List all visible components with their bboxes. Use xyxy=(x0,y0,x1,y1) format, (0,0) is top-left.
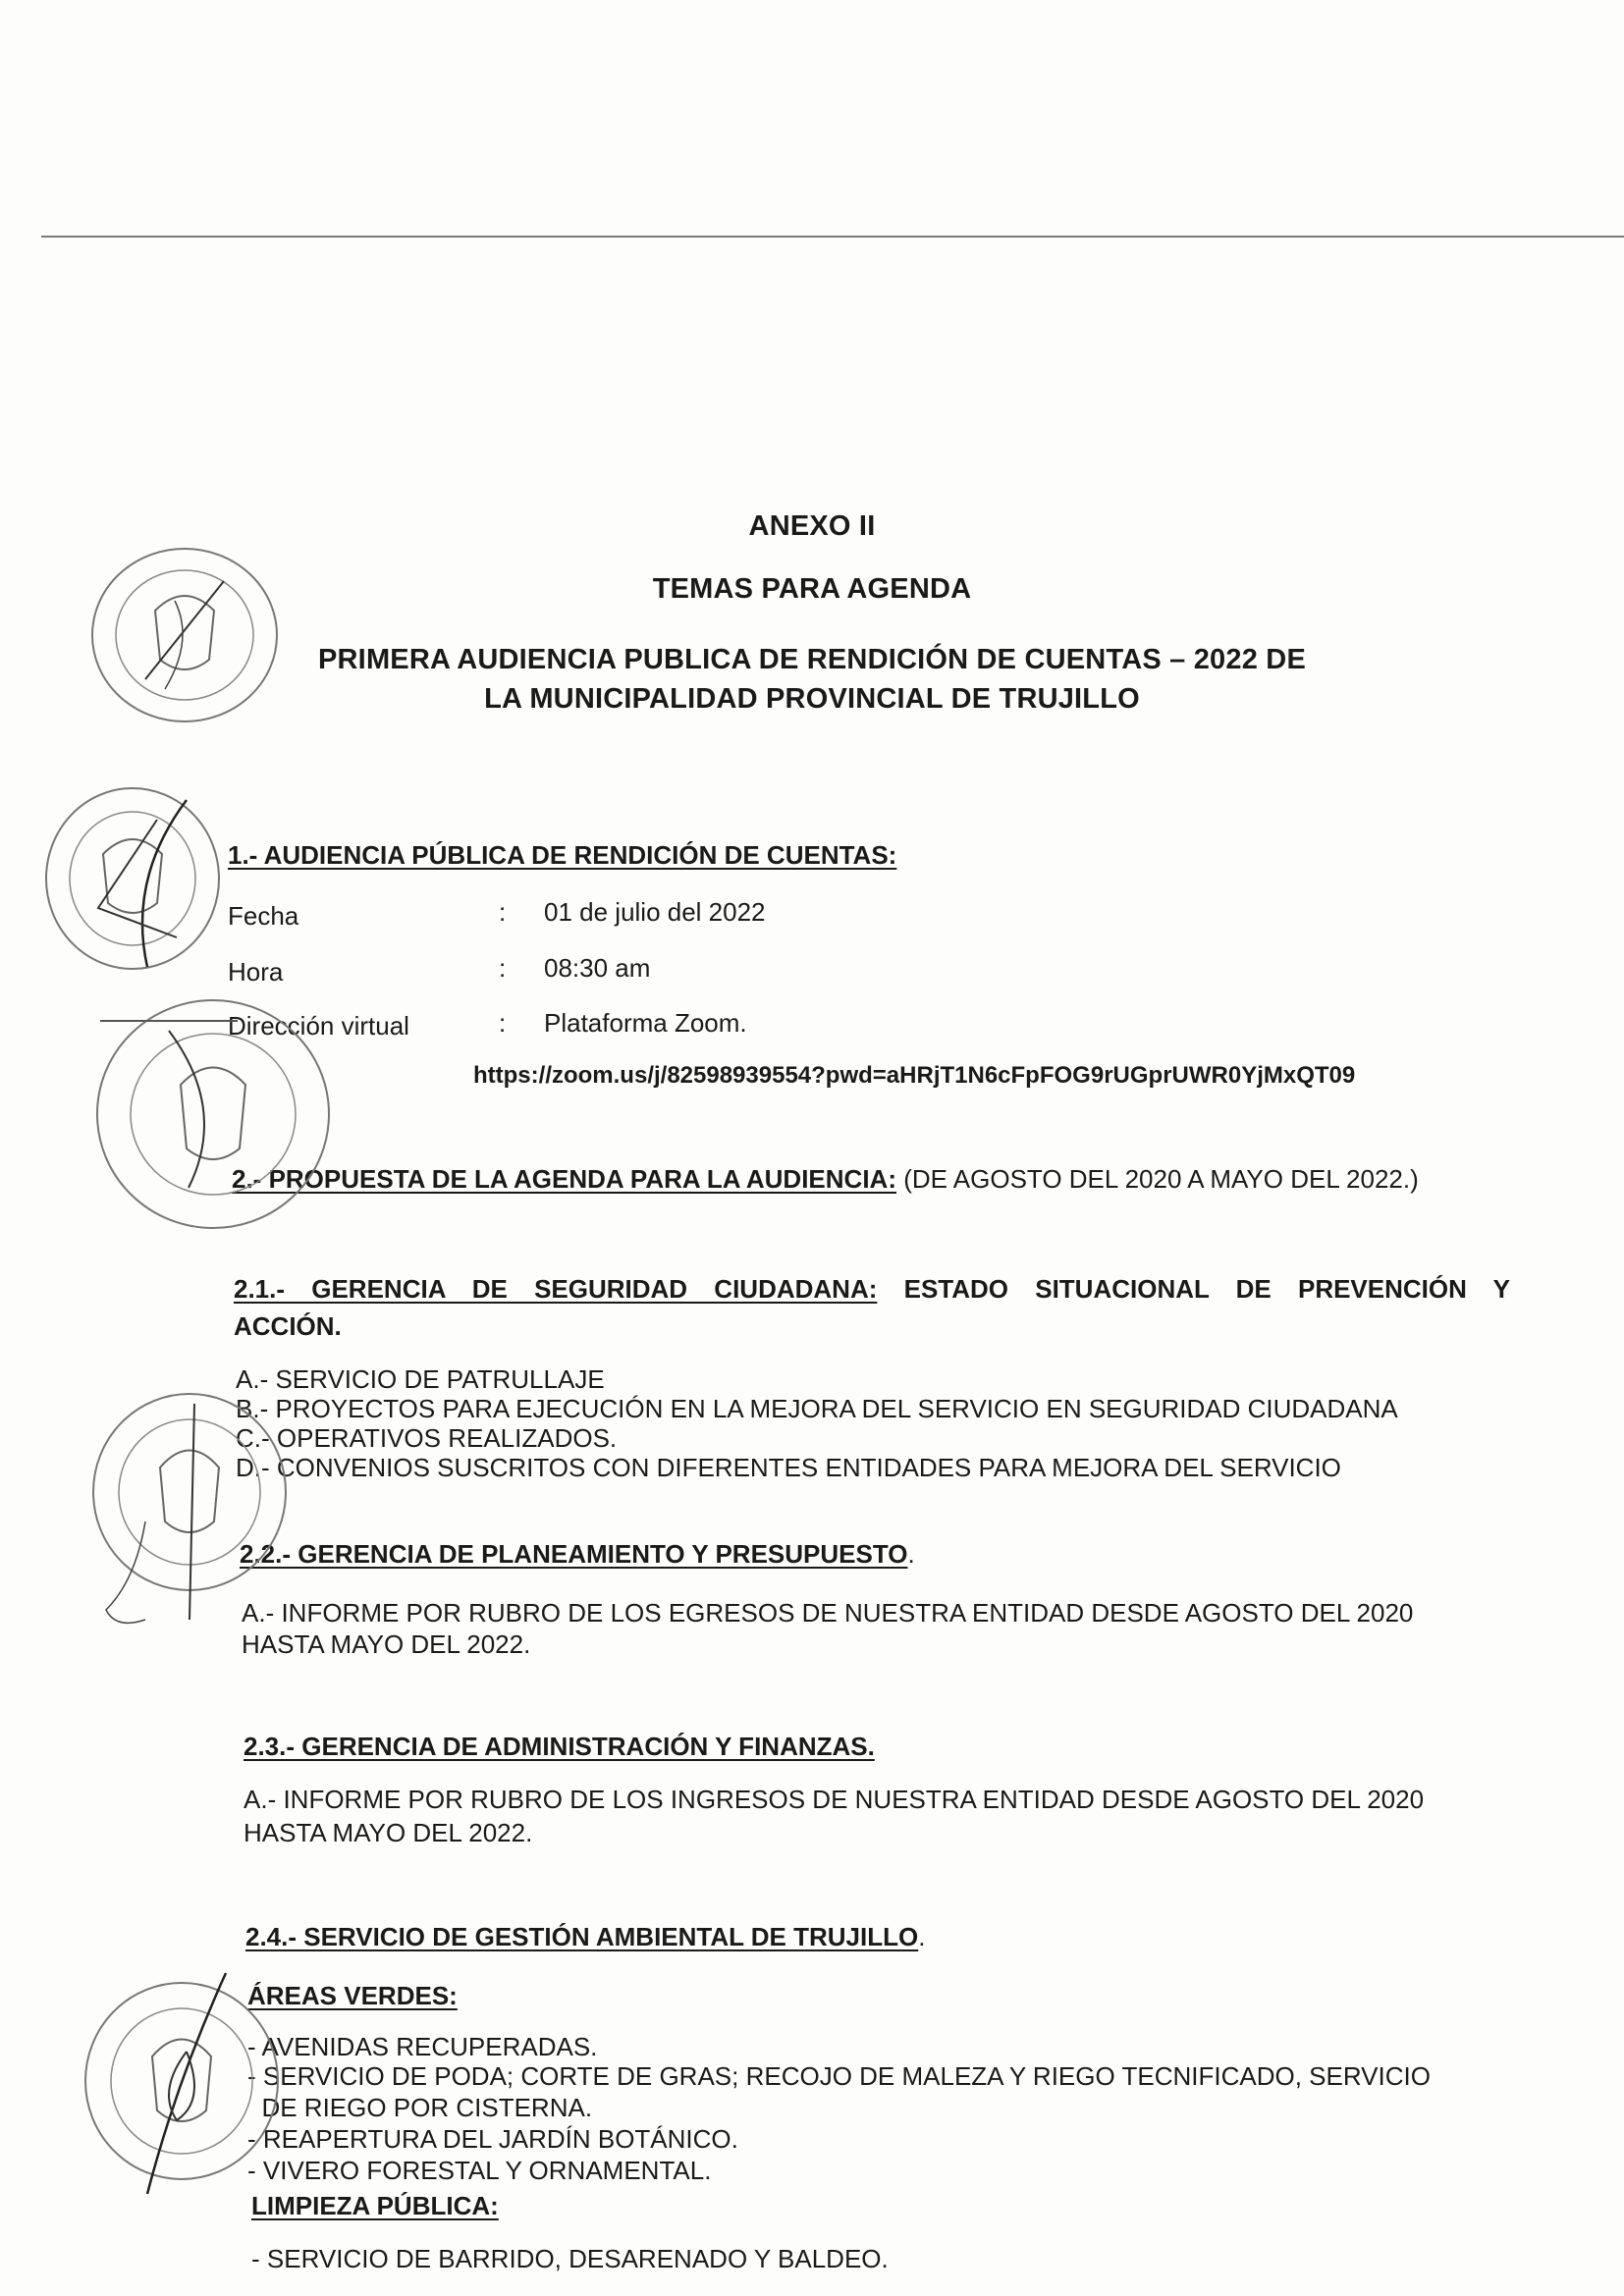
section1-heading: 1.- AUDIENCIA PÚBLICA DE RENDICIÓN DE CUENTAS: xyxy=(228,840,897,870)
s23-item-line2: HASTA MAYO DEL 2022. xyxy=(244,1818,533,1847)
areas-item-5: - VIVERO FORESTAL Y ORNAMENTAL. xyxy=(247,2156,712,2185)
direccion-value: Plataforma Zoom. xyxy=(544,1008,747,1038)
document-title-line2: LA MUNICIPALIDAD PROVINCIAL DE TRUJILLO xyxy=(484,683,1140,715)
fecha-sep: : xyxy=(499,897,507,927)
annex-title: ANEXO II xyxy=(748,510,876,542)
s21-item-c: C.- OPERATIVOS REALIZADOS. xyxy=(236,1423,618,1453)
s21-item-a: A.- SERVICIO DE PATRULLAJE xyxy=(236,1364,605,1394)
areas-item-1: - AVENIDAS RECUPERADAS. xyxy=(247,2032,598,2061)
s22-heading: 2.2.- GERENCIA DE PLANEAMIENTO Y PRESUPUESTO xyxy=(240,1539,908,1569)
s23-item-line1: A.- INFORME POR RUBRO DE LOS INGRESOS DE NUESTRA ENTIDAD DESDE AGOSTO DEL 2020 xyxy=(244,1785,1425,1814)
s21-heading-rest: ESTADO SITUACIONAL DE PREVENCIÓN Y xyxy=(877,1274,1510,1304)
hora-label: Hora xyxy=(228,957,284,987)
areas-item-4: - REAPERTURA DEL JARDÍN BOTÁNICO. xyxy=(247,2124,738,2154)
direccion-sep: : xyxy=(499,1008,507,1038)
asesoria-seal xyxy=(79,1963,285,2199)
document-title-line1: PRIMERA AUDIENCIA PUBLICA DE RENDICIÓN DE CUENTAS – 2022 DE xyxy=(318,644,1306,675)
limpieza-item-1: - SERVICIO DE BARRIDO, DESARENADO Y BALDEO. xyxy=(251,2244,889,2273)
s21-heading-line2: ACCIÓN. xyxy=(234,1311,342,1341)
s21-heading-line xyxy=(234,1274,1510,1305)
s22-heading-line xyxy=(240,1539,915,1570)
s22-item-line1: A.- INFORME POR RUBRO DE LOS EGRESOS DE NUESTRA ENTIDAD DESDE AGOSTO DEL 2020 xyxy=(242,1598,1414,1628)
secretaria-seal xyxy=(39,780,226,977)
s24-heading-line xyxy=(245,1922,925,1952)
hora-value: 08:30 am xyxy=(544,953,651,983)
direccion-label: Dirección virtual xyxy=(228,1011,409,1041)
s21-item-b: B.- PROYECTOS PARA EJECUCIÓN EN LA MEJORA DEL SERVICIO EN SEGURIDAD CIUDADANA xyxy=(236,1394,1398,1423)
section2-heading-line xyxy=(232,1164,1419,1195)
section2-period: (DE AGOSTO DEL 2020 A MAYO DEL 2022.) xyxy=(895,1164,1419,1194)
limpieza-heading: LIMPIEZA PÚBLICA: xyxy=(251,2191,499,2220)
s22-heading-end: . xyxy=(907,1539,915,1569)
agenda-subtitle: TEMAS PARA AGENDA xyxy=(652,573,972,605)
top-divider xyxy=(41,236,1624,238)
section2-heading: 2.- PROPUESTA DE LA AGENDA PARA LA AUDIENCIA: xyxy=(232,1164,896,1194)
areas-item-2: - SERVICIO DE PODA; CORTE DE GRAS; RECOJO DE MALEZA Y RIEGO TECNIFICADO, SERVICIO xyxy=(247,2061,1431,2091)
areas-item-3: DE RIEGO POR CISTERNA. xyxy=(247,2093,593,2122)
s22-item-line2: HASTA MAYO DEL 2022. xyxy=(242,1629,531,1659)
zoom-link[interactable]: https://zoom.us/j/82598939554?pwd=aHRjT1N6cFpFOG9rUGprUWR0YjMxQT09 xyxy=(473,1062,1356,1089)
s24-heading: 2.4.- SERVICIO DE GESTIÓN AMBIENTAL DE TRUJILLO xyxy=(245,1922,919,1951)
s23-heading: 2.3.- GERENCIA DE ADMINISTRACIÓN Y FINANZAS. xyxy=(244,1732,875,1761)
seguridad-seal xyxy=(86,1374,293,1629)
alcaldia-seal xyxy=(86,542,283,728)
fecha-value: 01 de julio del 2022 xyxy=(544,897,766,927)
s21-item-d: D.- CONVENIOS SUSCRITOS CON DIFERENTES ENTIDADES PARA MEJORA DEL SERVICIO xyxy=(236,1453,1341,1482)
s21-heading: 2.1.- GERENCIA DE SEGURIDAD CIUDADANA: xyxy=(234,1274,878,1304)
gerencia-municipal-seal xyxy=(90,991,336,1237)
fecha-label: Fecha xyxy=(228,901,299,931)
areas-verdes-heading: ÁREAS VERDES: xyxy=(247,1981,458,2010)
s24-heading-end: . xyxy=(918,1922,926,1951)
hora-sep: : xyxy=(499,953,507,983)
